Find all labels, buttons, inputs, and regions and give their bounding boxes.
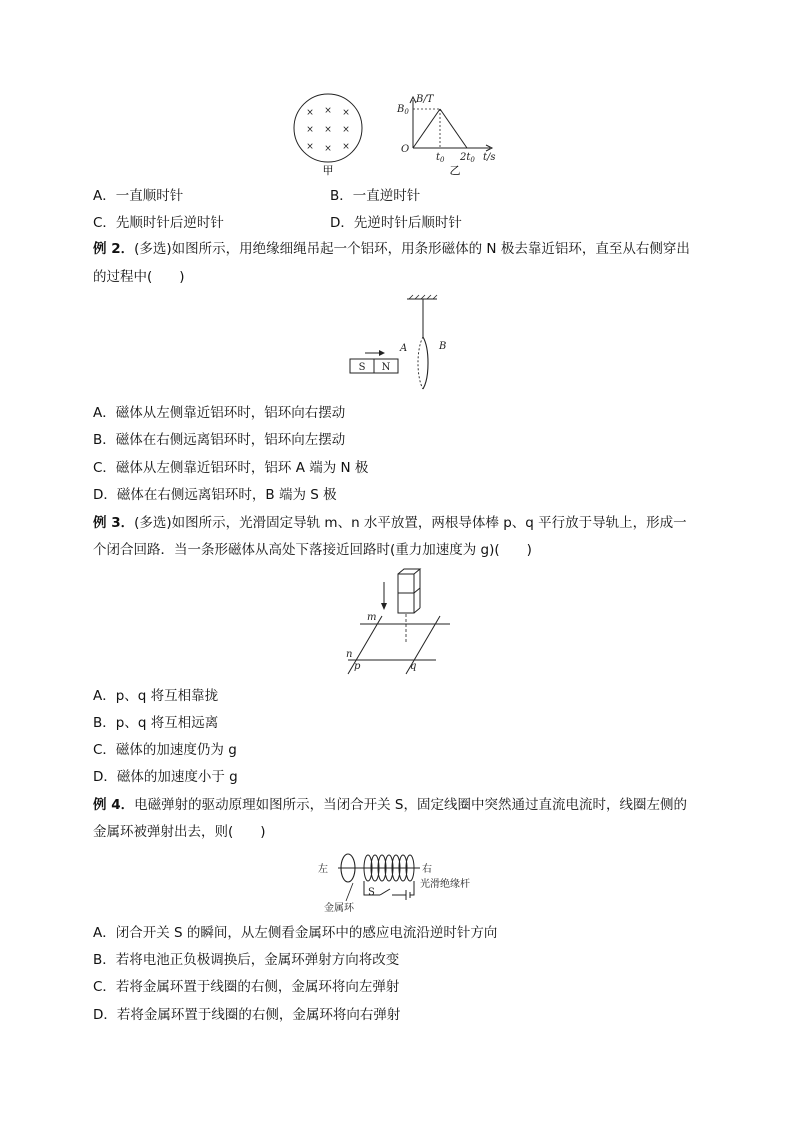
figure-jia <box>294 94 362 177</box>
q2-stem-line2: 的过程中( ) <box>93 269 185 285</box>
label-2t0-sub: 0 <box>470 156 475 164</box>
label-2t0: 2t <box>460 152 471 163</box>
field-cross: × <box>324 125 332 135</box>
q4-option-b: B．若将电池正负极调换后，金属环弹射方向将改变 <box>93 952 400 968</box>
q3-stem-line2: 个闭合回路．当一条形磁体从高处下落接近回路时(重力加速度为 g)( ) <box>93 542 532 558</box>
switch-s <box>380 889 390 895</box>
field-cross: × <box>324 144 332 154</box>
q3-label: 例 3． <box>93 515 135 531</box>
q1-option-b: B．一直逆时针 <box>330 188 421 204</box>
q1-option-a: A．一直顺时针 <box>93 188 184 204</box>
battery <box>392 881 414 900</box>
q2-option-c: C．磁体从左侧靠近铝环时，铝环 A 端为 N 极 <box>93 460 369 476</box>
q1-option-c: C．先顺时针后逆时针 <box>93 215 224 231</box>
label-b0-sub: 0 <box>404 108 409 116</box>
label-yi: 乙 <box>449 164 461 177</box>
rail-label-n: n <box>346 649 353 660</box>
field-cross: × <box>342 108 350 118</box>
q2-option-d: D．磁体在右侧远离铝环时，B 端为 S 极 <box>93 487 337 503</box>
label-b0: B <box>397 104 405 115</box>
axis-label-b: B/T <box>416 94 434 105</box>
q4-option-d: D．若将金属环置于线圈的右侧，金属环将向右弹射 <box>93 1007 401 1023</box>
svg-text:t0 <box>436 152 445 164</box>
q3-stem-line1 <box>93 514 687 532</box>
label-origin: O <box>401 144 410 155</box>
q1-option-d: D．先逆时针后顺时针 <box>330 215 462 231</box>
q3-stem-text: 如图所示，光滑固定导轨 m、n 水平放置，两根导体棒 p、q 平行放于导轨上，形成一 <box>171 515 687 531</box>
ring-front-half <box>423 337 428 389</box>
label-left: 左 <box>318 864 328 875</box>
q2-tag: (多选) <box>134 241 172 257</box>
q3-option-d: D．磁体的加速度小于 g <box>93 769 238 785</box>
arrow-icon <box>379 350 385 356</box>
q4-label: 例 4． <box>93 797 135 813</box>
label-t0: t <box>436 152 441 163</box>
label-right: 右 <box>422 864 432 875</box>
magnet-pole-s: S <box>358 362 366 373</box>
q4-stem-line2: 金属环被弹射出去，则( ) <box>93 824 266 840</box>
figure-rails-and-magnet <box>340 568 460 680</box>
field-cross: × <box>306 108 314 118</box>
figure-electromagnetic-launcher <box>316 849 516 915</box>
magnet-lower-block <box>398 593 414 613</box>
figure-yi-graph <box>396 94 496 177</box>
q2-option-a: A．磁体从左侧靠近铝环时，铝环向右摆动 <box>93 405 346 421</box>
field-cross: × <box>306 125 314 135</box>
q2-stem-text: 如图所示，用绝缘细绳吊起一个铝环，用条形磁体的 N 极去靠近铝环，直至从右侧穿出 <box>171 241 690 257</box>
ring-back-half <box>418 337 423 389</box>
ring-label-a: A <box>400 343 408 354</box>
figure-magnetic-field-and-graph <box>285 92 515 182</box>
rail-label-m: m <box>367 612 377 623</box>
ring-label-b: B <box>439 341 447 352</box>
svg-text:B0 <box>396 104 409 116</box>
q2-option-b: B．磁体在右侧远离铝环时，铝环向左摆动 <box>93 432 346 448</box>
rod-label-q: q <box>410 661 417 672</box>
figure-magnet-and-ring <box>345 293 465 393</box>
magnet-upper-block <box>398 574 414 593</box>
axis-label-t: t/s <box>483 152 496 163</box>
label-rod: 光滑绝缘杆 <box>420 879 470 890</box>
q4-option-a: A．闭合开关 S 的瞬间，从左侧看金属环中的感应电流沿逆时针方向 <box>93 925 498 941</box>
field-cross: × <box>324 106 332 116</box>
label-switch: S <box>368 887 375 898</box>
fall-arrow-icon <box>381 603 387 610</box>
field-cross: × <box>342 125 350 135</box>
magnet-pole-n: N <box>381 362 391 373</box>
q3-tag: (多选) <box>134 515 172 531</box>
label-jia: 甲 <box>322 164 334 177</box>
field-cross: × <box>342 142 350 152</box>
q4-option-c: C．若将金属环置于线圈的右侧，金属环将向左弹射 <box>93 979 400 995</box>
q3-option-b: B．p、q 将互相远离 <box>93 715 219 731</box>
q3-option-c: C．磁体的加速度仍为 g <box>93 742 237 758</box>
svg-text:2t0 <box>459 152 475 164</box>
q2-stem-line1 <box>93 240 690 258</box>
q4-stem-line1 <box>93 796 687 814</box>
q3-option-a: A．p、q 将互相靠拢 <box>93 688 219 704</box>
rod-label-p: p <box>354 661 361 672</box>
q2-label: 例 2． <box>93 241 135 257</box>
label-t0-sub: 0 <box>440 156 445 164</box>
field-cross: × <box>306 142 314 152</box>
q4-stem-text: 电磁弹射的驱动原理如图所示，当闭合开关 S，固定线圈中突然通过直流电流时，线圈左侧的 <box>134 797 687 813</box>
label-metal-ring: 金属环 <box>324 903 354 914</box>
